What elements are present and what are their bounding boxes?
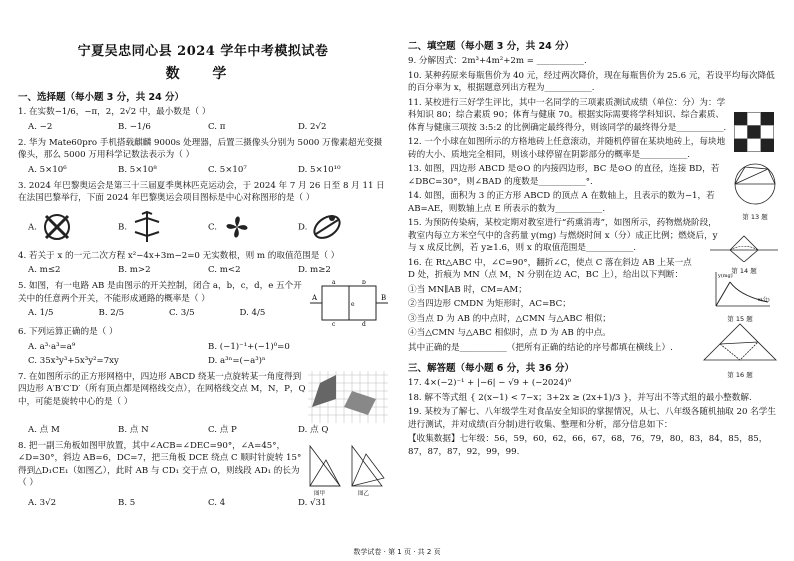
- left-column: [18, 0, 388, 561]
- question-14: 14. 如图，面积为 3 的正方形 ABCD 的顶点 A 在数轴上，且表示的数为−1，若 AB=AE，则数轴上点 E 所表示的数为___________.: [408, 191, 715, 214]
- q4-option-c[interactable]: C. m<2: [208, 265, 241, 275]
- q4-options: [28, 264, 388, 277]
- q8-option-d[interactable]: D. √31: [298, 497, 327, 508]
- q3-option-b[interactable]: [118, 210, 208, 244]
- svg-text:d: d: [362, 321, 366, 326]
- fig13-caption: 第 13 题: [742, 213, 768, 221]
- q8-option-b[interactable]: B. 5: [118, 497, 136, 508]
- question-5: 5. 如图，有一电路 AB 是由图示的开关控制，闭合 a，b，c，d，e 五个开关中的任意两个开关，不能形成通路的概率是（ ）: [18, 281, 302, 304]
- fig15-y-label: y(mg): [718, 273, 733, 279]
- svg-text:e: e: [351, 301, 355, 308]
- q5-option-b[interactable]: B. 2/5: [98, 308, 125, 318]
- number-line-figure: [710, 228, 778, 262]
- question-4: 4. 若关于 x 的一元二次方程 x²−4x+3m−2=0 无实数根，则 m 的取值范围是（ ）: [18, 250, 340, 261]
- question-16: 16. 在 Rt△ABC 中，∠C=90°，翻折∠C，使点 C 落在斜边 AB 上某一点 D 处，折痕为 MN（点 M，N 分别在边 AC，BC 上），给出以下判断：: [408, 257, 692, 280]
- circuit-diagram: [310, 280, 388, 326]
- dosage-graph-figure: [708, 270, 772, 310]
- fig16-wrapper: [700, 320, 780, 379]
- q3-option-d-label: D.: [298, 222, 308, 232]
- q3-options: [28, 207, 388, 247]
- q3-option-c[interactable]: [208, 210, 298, 244]
- q3-option-a-label: A.: [28, 222, 37, 232]
- question-1: 1. 在实数−1/6，−π，2，2√2 中，最小数是（ ）: [18, 107, 211, 117]
- q2-option-c[interactable]: C. 5×10⁷: [208, 164, 247, 175]
- q16-item-1: ①当 MN∥AB 时，CM=AM；: [408, 284, 527, 295]
- q1-option-b[interactable]: B. −1/6: [118, 121, 151, 132]
- fig15-wrapper: [708, 270, 772, 323]
- fig13-wrapper: [730, 160, 780, 221]
- question-3: 3. 2024 年巴黎奥运会是第三十三届夏季奥林匹克运动会，于 2024 年 7 月 26 日至 8 月 11 日在法国巴黎举行，下面 2024 年巴黎奥运会项目图标是中心对称图形的是（ ）: [18, 180, 385, 203]
- section1-heading: 一、选择题（每小题 3 分，共 24 分）: [18, 92, 185, 103]
- q19-data-values: 56，59，60，62，66，67，68，76，79，80，83，84，85，85，87，87，87，92，99，99.: [408, 434, 768, 457]
- svg-text:A: A: [312, 294, 318, 302]
- q6-option-c[interactable]: C. 35x³y³+5x³y²=7xy: [28, 355, 119, 366]
- q5-option-a[interactable]: A. 1/5: [28, 308, 54, 318]
- q7-option-a[interactable]: A. 点 M: [28, 424, 60, 435]
- exam-subject: 数 学: [165, 66, 241, 82]
- circle-quadrilateral-figure: [730, 160, 780, 208]
- q7-options: [28, 424, 388, 437]
- q8-block: [18, 440, 388, 496]
- q19-data-label: 【收集数据】七年级：: [408, 434, 494, 444]
- q2-options: [28, 164, 388, 177]
- fig8-jia-caption: 图甲: [314, 490, 326, 496]
- triangle-rotation-figure: [306, 440, 388, 496]
- q1-option-d[interactable]: D. 2√2: [298, 121, 327, 132]
- q2-option-b[interactable]: B. 5×10⁸: [118, 164, 157, 175]
- q7-block: [18, 371, 388, 423]
- question-15: 15. 为预防传染病，某校定期对教室进行“药熏消毒”，如图所示，药物燃烧阶段，教室内每立方米空气中的含药量 y(mg) 与燃烧时间 x（分）成正比例；燃烧后，y 与 x 成反比例，若 y≥1.6，则 x 的取值范围是___________.: [408, 218, 718, 253]
- q6-options-row1: [28, 341, 388, 354]
- q19-data: [408, 433, 780, 458]
- question-17: 17. 4×(−2)⁻¹ + |−6| − √9 + (−2024)⁰: [408, 378, 572, 388]
- q5-block: [18, 280, 388, 326]
- q6-options-row2: [28, 355, 388, 368]
- fig8-yi-caption: 图乙: [358, 490, 370, 496]
- q7-option-d[interactable]: D. 点 Q: [298, 424, 329, 435]
- svg-text:b: b: [362, 280, 366, 286]
- question-11: 11. 某校进行三好学生评比，其中一名同学的三项素质测试成绩（单位：分）为：学科知识 80；综合素质 90；体育与健康 70。根据实际需要将学科知识、综合素质、体育与健康三项按 3:5:2 的比例确定最终得分，则该同学的最终得分是___________.: [408, 97, 727, 133]
- fig15-x-label: x(分): [758, 297, 770, 303]
- olympic-icon-b: [130, 210, 164, 244]
- q16-item-2: ②当四边形 CMDN 为矩形时，AC=BC；: [408, 299, 571, 309]
- svg-text:B: B: [381, 294, 387, 302]
- question-2: 2. 华为 Mate60pro 手机搭载麒麟 9000s 处理器，后置三摄像头分别为 5000 万像素超光变摄像头，那么 5000 万用科学记数法表示为（ ）: [18, 137, 383, 160]
- q8-option-a[interactable]: A. 3√2: [28, 497, 57, 508]
- q8-options: [28, 497, 388, 510]
- q4-option-b[interactable]: B. m>2: [118, 265, 151, 275]
- olympic-icon-a: [40, 210, 74, 244]
- olympic-icon-c: [220, 210, 254, 244]
- svg-text:c: c: [332, 321, 336, 326]
- q6-option-b[interactable]: B. (−1)⁻¹+(−1)⁰=0: [208, 341, 290, 352]
- section3-heading: 三、解答题（每小题 6 分，共 36 分）: [408, 363, 575, 374]
- exam-title: 宁夏吴忠同心县 2024 学年中考模拟试卷: [77, 44, 329, 59]
- right-column: [408, 0, 780, 561]
- q16-end: 其中正确的是___________（把所有正确的结论的序号都填在横线上）.: [408, 342, 673, 353]
- question-12: 12. 一个小球在如图所示的方格地砖上任意滚动，并随机停留在某块地砖上，每块地砖的大小、质地完全相同，则该小球停留在阴影部分的概率是___________.: [408, 137, 726, 160]
- svg-text:a: a: [332, 280, 336, 286]
- q2-option-d[interactable]: D. 5×10¹⁰: [298, 164, 341, 175]
- question-10: 10. 某种药原来每瓶售价为 40 元，经过两次降价，现在每瓶售价为 25.6 元，若设平均每次降低的百分率为 x，根据题意列出方程为___________.: [408, 70, 775, 93]
- q2-option-a[interactable]: A. 5×10⁶: [28, 164, 67, 175]
- q5-option-d[interactable]: D. 4/5: [239, 308, 266, 318]
- section2-heading: 二、填空题（每小题 3 分，共 24 分）: [408, 41, 575, 52]
- q7-option-c[interactable]: C. 点 P: [208, 424, 237, 435]
- q3-option-b-label: B.: [118, 222, 128, 232]
- q1-option-c[interactable]: C. π: [208, 121, 226, 132]
- q6-option-d[interactable]: D. a³ⁿ=(−a³)ⁿ: [208, 355, 266, 366]
- question-19: 19. 某校为了解七、八年级学生对食品安全知识的掌握情况，从七、八年级各随机抽取 20 名学生进行测试，并对成绩(百分制)进行收集、整理和分析，部分信息如下：: [408, 407, 776, 430]
- question-18: 18. 解不等式组 { 2(x−1) < 7−x；3+2x ≥ (2x+1)/3 }，并写出不等式组的最小整数解.: [408, 392, 752, 403]
- question-6: 6. 下列运算正确的是（ ）: [18, 327, 118, 337]
- q4-option-a[interactable]: A. m≤2: [28, 265, 61, 275]
- q3-option-d[interactable]: [298, 210, 388, 244]
- tile-floor-figure: [734, 112, 774, 152]
- question-8: 8. 把一副三角板如图甲放置，其中∠ACB=∠DEC=90°，∠A=45°，∠D=30°，斜边 AB=6，DC=7，把三角板 DCE 绕点 C 顺时针旋转 15°得到△D₁CE₁（如图乙），此时 AB 与 CD₁ 交于点 O，则线段 AD₁ 的长为（ ）: [18, 440, 302, 488]
- fig14-wrapper: [710, 228, 778, 275]
- page-footer: 数学试卷 · 第 1 页 · 共 2 页: [353, 548, 441, 556]
- grid-rotation-figure: [308, 371, 388, 423]
- olympic-icon-d: [310, 210, 344, 244]
- question-7: 7. 在如图所示的正方形网格中，四边形 ABCD 绕某一点旋转某一角度得到四边形 A′B′C′D′（所有顶点都是网格线交点），在网格线交点 M，N，P，Q 中，可能是旋转中心的是（ ）: [18, 371, 306, 407]
- fig16-caption: 第 16 题: [727, 371, 753, 379]
- question-13: 13. 如图，四边形 ABCD 是⊙O 的内接四边形，BC 是⊙O 的直径，连接 BD，若∠DBC=30°，则∠BAD 的度数是___________°.: [408, 164, 720, 187]
- folded-triangle-figure: [700, 320, 780, 366]
- fig14-caption: 第 14 题: [731, 267, 757, 275]
- q8-option-c[interactable]: C. 4: [208, 497, 226, 508]
- q4-option-d[interactable]: D. m≥2: [298, 265, 331, 275]
- q1-option-a[interactable]: A. −2: [28, 121, 53, 132]
- q3-option-a[interactable]: [28, 210, 118, 244]
- fig15-caption: 第 15 题: [727, 315, 753, 323]
- q7-option-b[interactable]: B. 点 N: [118, 424, 149, 435]
- q5-options: [28, 307, 310, 320]
- q3-option-c-label: C.: [208, 222, 218, 232]
- q6-option-a[interactable]: A. a³·a³=a⁹: [28, 341, 76, 352]
- q5-option-c[interactable]: C. 3/5: [169, 308, 195, 318]
- q16-item-4: ④当△CMN 与△ABC 相似时，点 D 为 AB 的中点。: [408, 328, 611, 338]
- q1-options: [28, 121, 388, 134]
- q16-item-3: ③当点 D 为 AB 的中点时，△CMN 与△ABC 相似；: [408, 313, 611, 324]
- question-9: 9. 分解因式：2m³+4m²+2m = ___________.: [408, 56, 587, 66]
